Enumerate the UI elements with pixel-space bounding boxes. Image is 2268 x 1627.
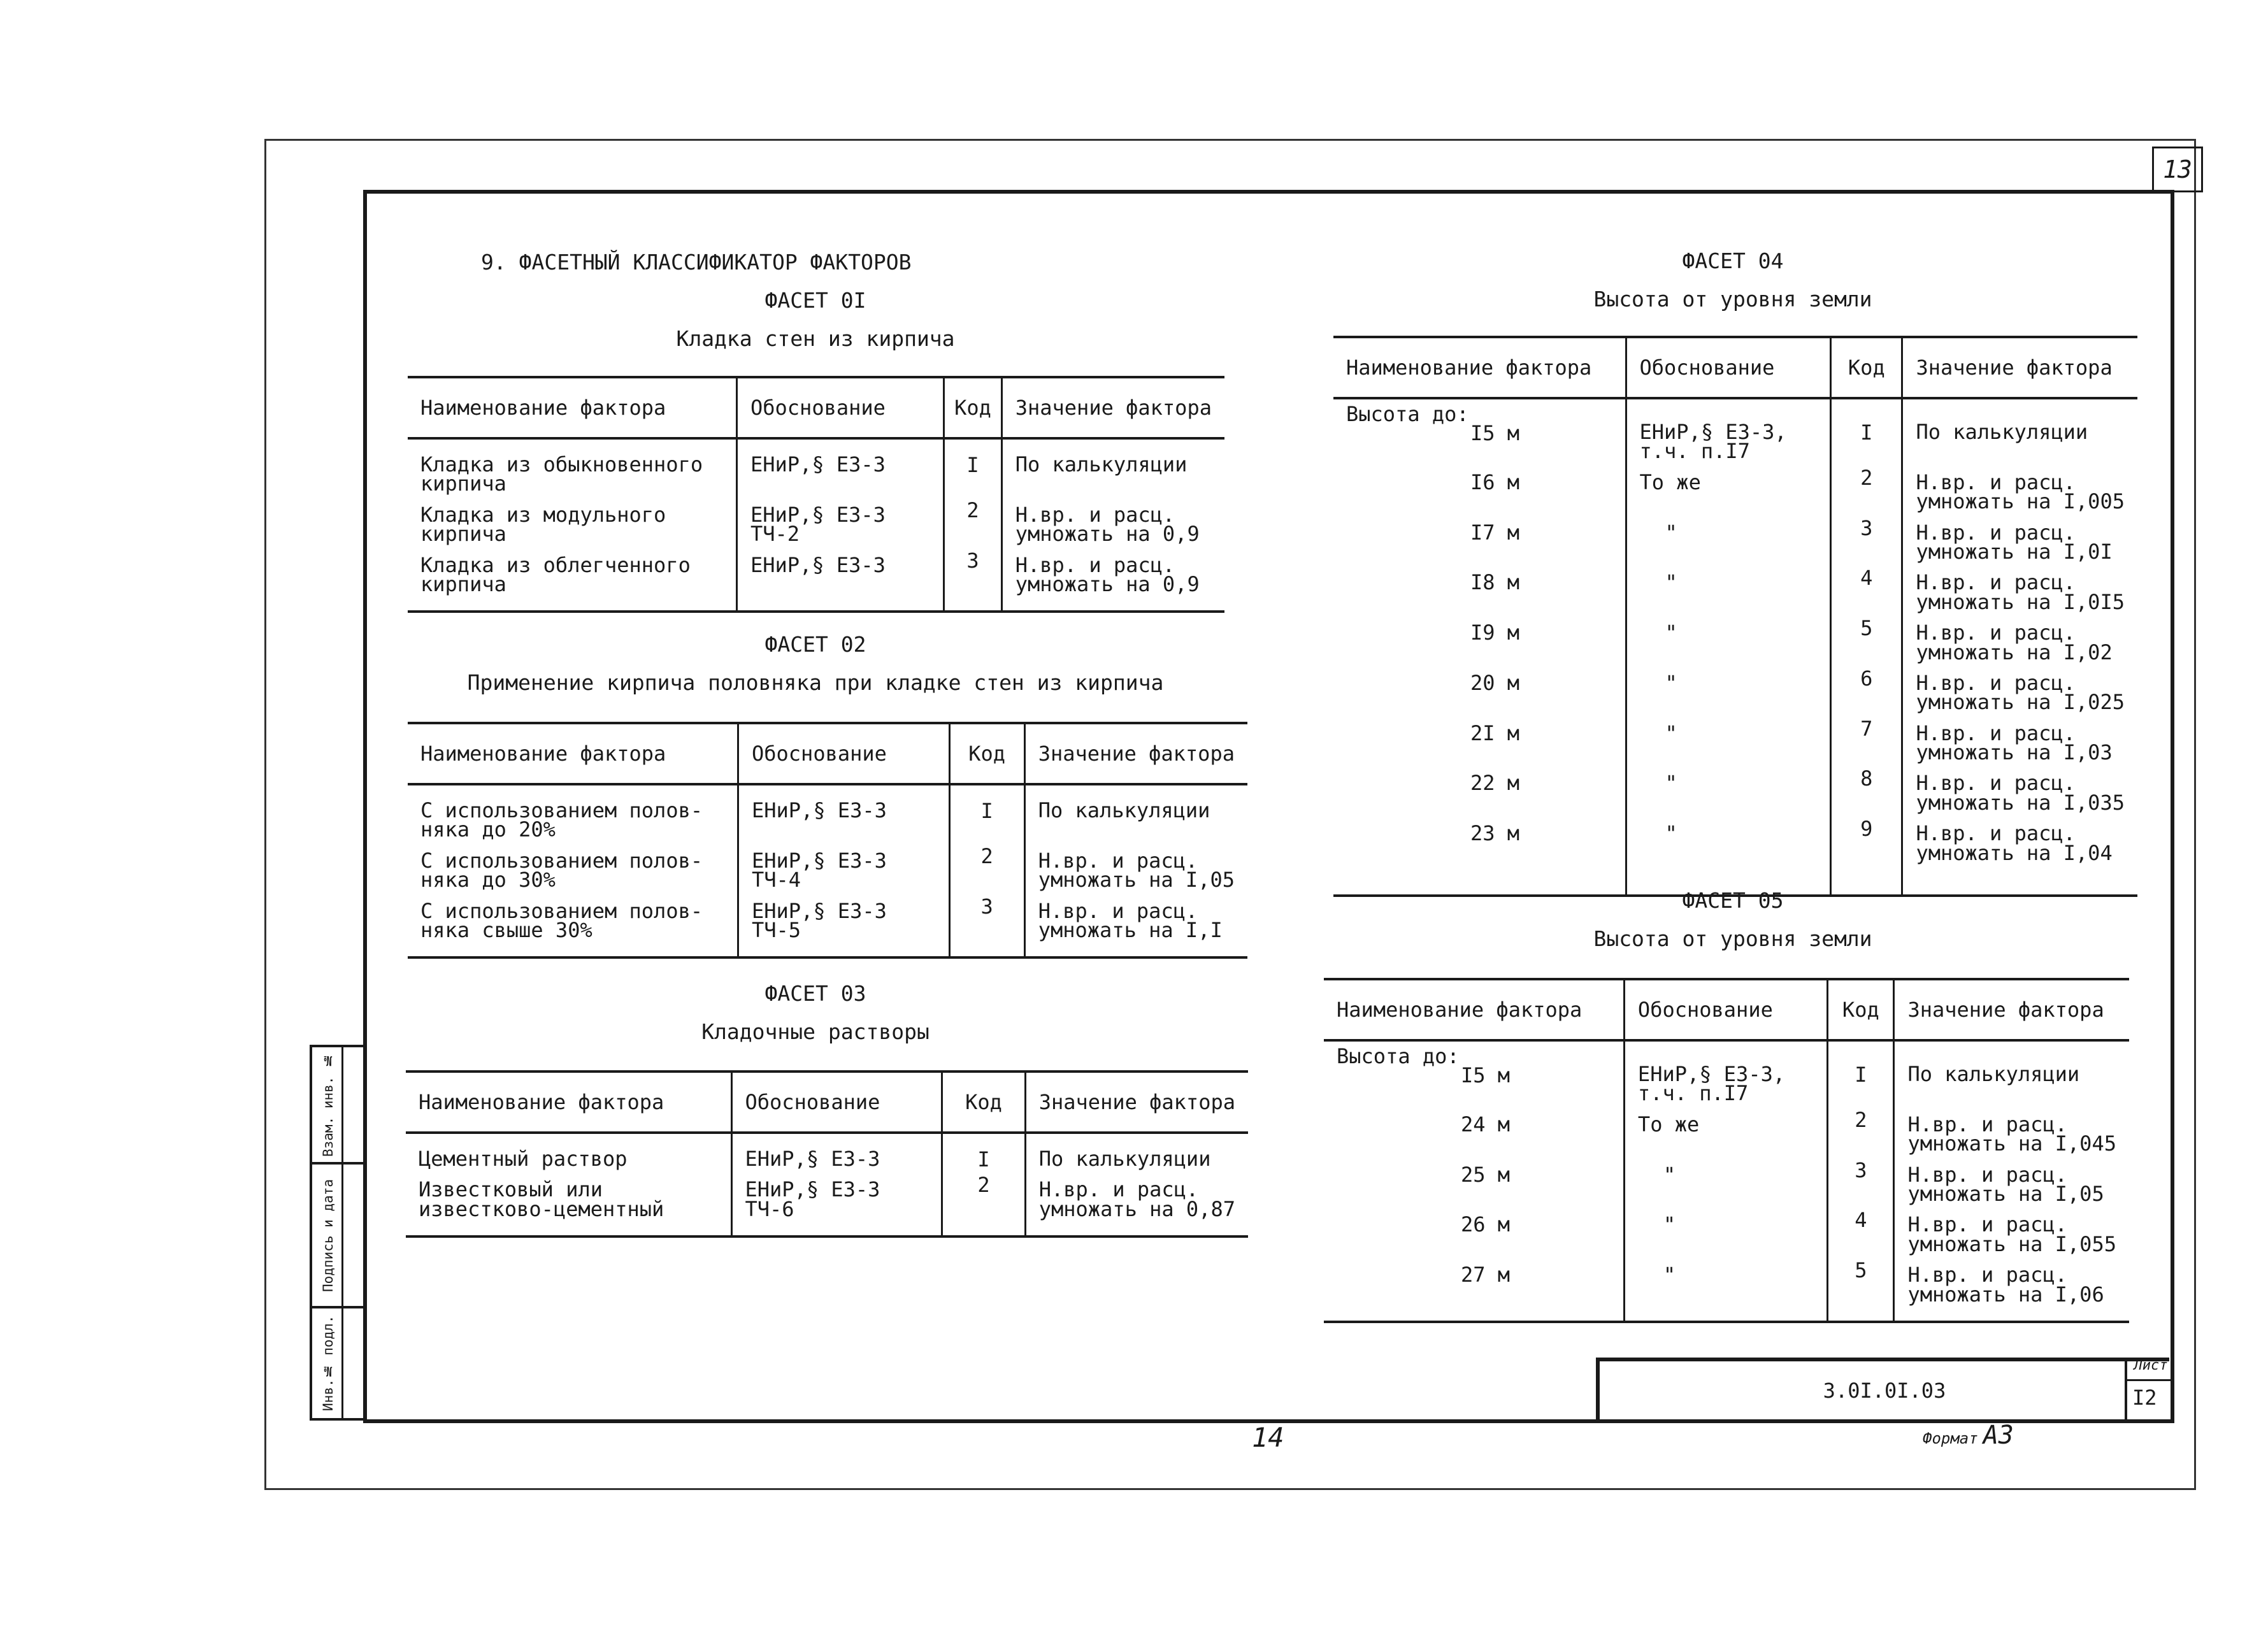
table-row: 2I м " 7 Н.вр. и расц. умножать на I,03	[1333, 719, 2137, 769]
table-row: С использованием полов- няка до 20% ЕНиР,§ Е3-3 I По калькуляции	[408, 784, 1247, 846]
format-value: А3	[1983, 1421, 2014, 1450]
table-row: 24 м То же 2 Н.вр. и расц. умножать на I,045	[1324, 1110, 2129, 1160]
table-row: I8 м " 4 Н.вр. и расц. умножать на I,0I5	[1333, 568, 2137, 618]
format-note	[1923, 1421, 2014, 1450]
table-row: С использованием полов- няка до 30% ЕНиР,§ Е3-3 ТЧ-4 2 Н.вр. и расц. умножать на I,05	[408, 846, 1247, 896]
col-header-name: Наименование фактора	[1324, 979, 1624, 1040]
table-row: 20 м " 6 Н.вр. и расц. умножать на I,025	[1333, 668, 2137, 719]
stamp-signature-date: Подпись и дата	[320, 1179, 336, 1292]
col-header-basis: Обоснование	[736, 377, 944, 438]
table-row: 22 м " 8 Н.вр. и расц. умножать на I,035	[1333, 768, 2137, 819]
table-row: Высота до: I5 м ЕНиР,§ Е3-3, т.ч. п.I7 I По калькуляции	[1324, 1040, 2129, 1110]
table-row: 26 м " 4 Н.вр. и расц. умножать на I,055	[1324, 1210, 2129, 1260]
facet02-subtitle: Применение кирпича половняка при кладке стен из кирпича	[467, 670, 1164, 695]
corner-sheet-number: 13	[2152, 147, 2203, 192]
table-row: Известковый или известково-цементный ЕНиР,§ Е3-3 ТЧ-6 2 Н.вр. и расц. умножать на 0,87	[406, 1175, 1248, 1236]
title-block	[1596, 1358, 2169, 1423]
col-header-code: Код	[1831, 337, 1902, 398]
table-row: I9 м " 5 Н.вр. и расц. умножать на I,02	[1333, 618, 2137, 668]
table-row: Кладка из модульного кирпича ЕНиР,§ Е3-3 ТЧ-2 2 Н.вр. и расц. умножать на 0,9	[408, 500, 1224, 550]
col-header-value: Значение фактора	[1024, 723, 1247, 784]
facet04-title: ФАСЕТ 04	[1682, 248, 1784, 273]
table-row: С использованием полов- няка свыше 30% ЕНиР,§ Е3-3 ТЧ-5 3 Н.вр. и расц. умножать на I,I	[408, 896, 1247, 958]
table-row: Кладка из обыкновенного кирпича ЕНиР,§ Е3-3 I По калькуляции	[408, 438, 1224, 500]
sheet-box	[2125, 1358, 2174, 1423]
facet01-title: ФАСЕТ 0I	[764, 288, 866, 313]
facet02-title: ФАСЕТ 02	[764, 632, 866, 657]
format-label: Формат	[1923, 1430, 1978, 1447]
facet01-table	[408, 376, 1224, 613]
table-row: 25 м " 3 Н.вр. и расц. умножать на I,05	[1324, 1160, 2129, 1210]
sheet-label: Лист	[2127, 1358, 2174, 1381]
col-header-value: Значение фактора	[1902, 337, 2137, 398]
facet03-table	[406, 1070, 1248, 1238]
col-header-name: Наименование фактора	[406, 1072, 731, 1133]
col-header-value: Значение фактора	[1001, 377, 1224, 438]
col-header-value: Значение фактора	[1894, 979, 2129, 1040]
col-header-basis: Обоснование	[731, 1072, 942, 1133]
table-row: I7 м " 3 Н.вр. и расц. умножать на I,0I	[1333, 518, 2137, 568]
facet02-table	[408, 722, 1247, 959]
col-header-code: Код	[1828, 979, 1894, 1040]
facet04-table	[1333, 336, 2137, 897]
table-row: Кладка из облегченного кирпича ЕНиР,§ Е3-3 3 Н.вр. и расц. умножать на 0,9	[408, 550, 1224, 612]
table-row: Цементный раствор ЕНиР,§ Е3-3 I По калькуляции	[406, 1133, 1248, 1175]
facet05-table	[1324, 978, 2129, 1323]
section-title: 9. ФАСЕТНЫЙ КЛАССИФИКАТОР ФАКТОРОВ	[481, 250, 912, 275]
page-number: 14	[1252, 1422, 1284, 1453]
facet05-title: ФАСЕТ 05	[1682, 888, 1784, 913]
col-header-name: Наименование фактора	[1333, 337, 1626, 398]
table-row: Высота до: I5 м ЕНиР,§ Е3-3, т.ч. п.I7 I По калькуляции	[1333, 398, 2137, 468]
facet05-subtitle: Высота от уровня земли	[1593, 926, 1872, 951]
stamp-original-inventory: Инв.№ подл.	[320, 1315, 336, 1412]
col-header-code: Код	[949, 723, 1024, 784]
col-header-name: Наименование фактора	[408, 723, 738, 784]
col-header-basis: Обоснование	[738, 723, 949, 784]
col-header-basis: Обоснование	[1626, 337, 1831, 398]
col-header-code: Код	[944, 377, 1001, 438]
facet03-title: ФАСЕТ 03	[764, 981, 866, 1006]
stamp-replacement-inventory: Взам. инв. №	[320, 1052, 336, 1157]
document-code: 3.0I.0I.03	[1823, 1378, 1946, 1403]
side-stamp	[310, 1045, 366, 1421]
col-header-code: Код	[942, 1072, 1026, 1133]
col-header-value: Значение фактора	[1025, 1072, 1248, 1133]
table-row: 27 м " 5 Н.вр. и расц. умножать на I,06	[1324, 1260, 2129, 1322]
facet01-subtitle: Кладка стен из кирпича	[676, 326, 955, 351]
table-row: 23 м " 9 Н.вр. и расц. умножать на I,04	[1333, 819, 2137, 896]
facet04-subtitle: Высота от уровня земли	[1593, 287, 1872, 312]
facet03-subtitle: Кладочные растворы	[701, 1019, 929, 1044]
sheet-number: I2	[2132, 1386, 2157, 1410]
col-header-name: Наименование фактора	[408, 377, 736, 438]
col-header-basis: Обоснование	[1624, 979, 1827, 1040]
table-row: I6 м То же 2 Н.вр. и расц. умножать на I,005	[1333, 468, 2137, 518]
